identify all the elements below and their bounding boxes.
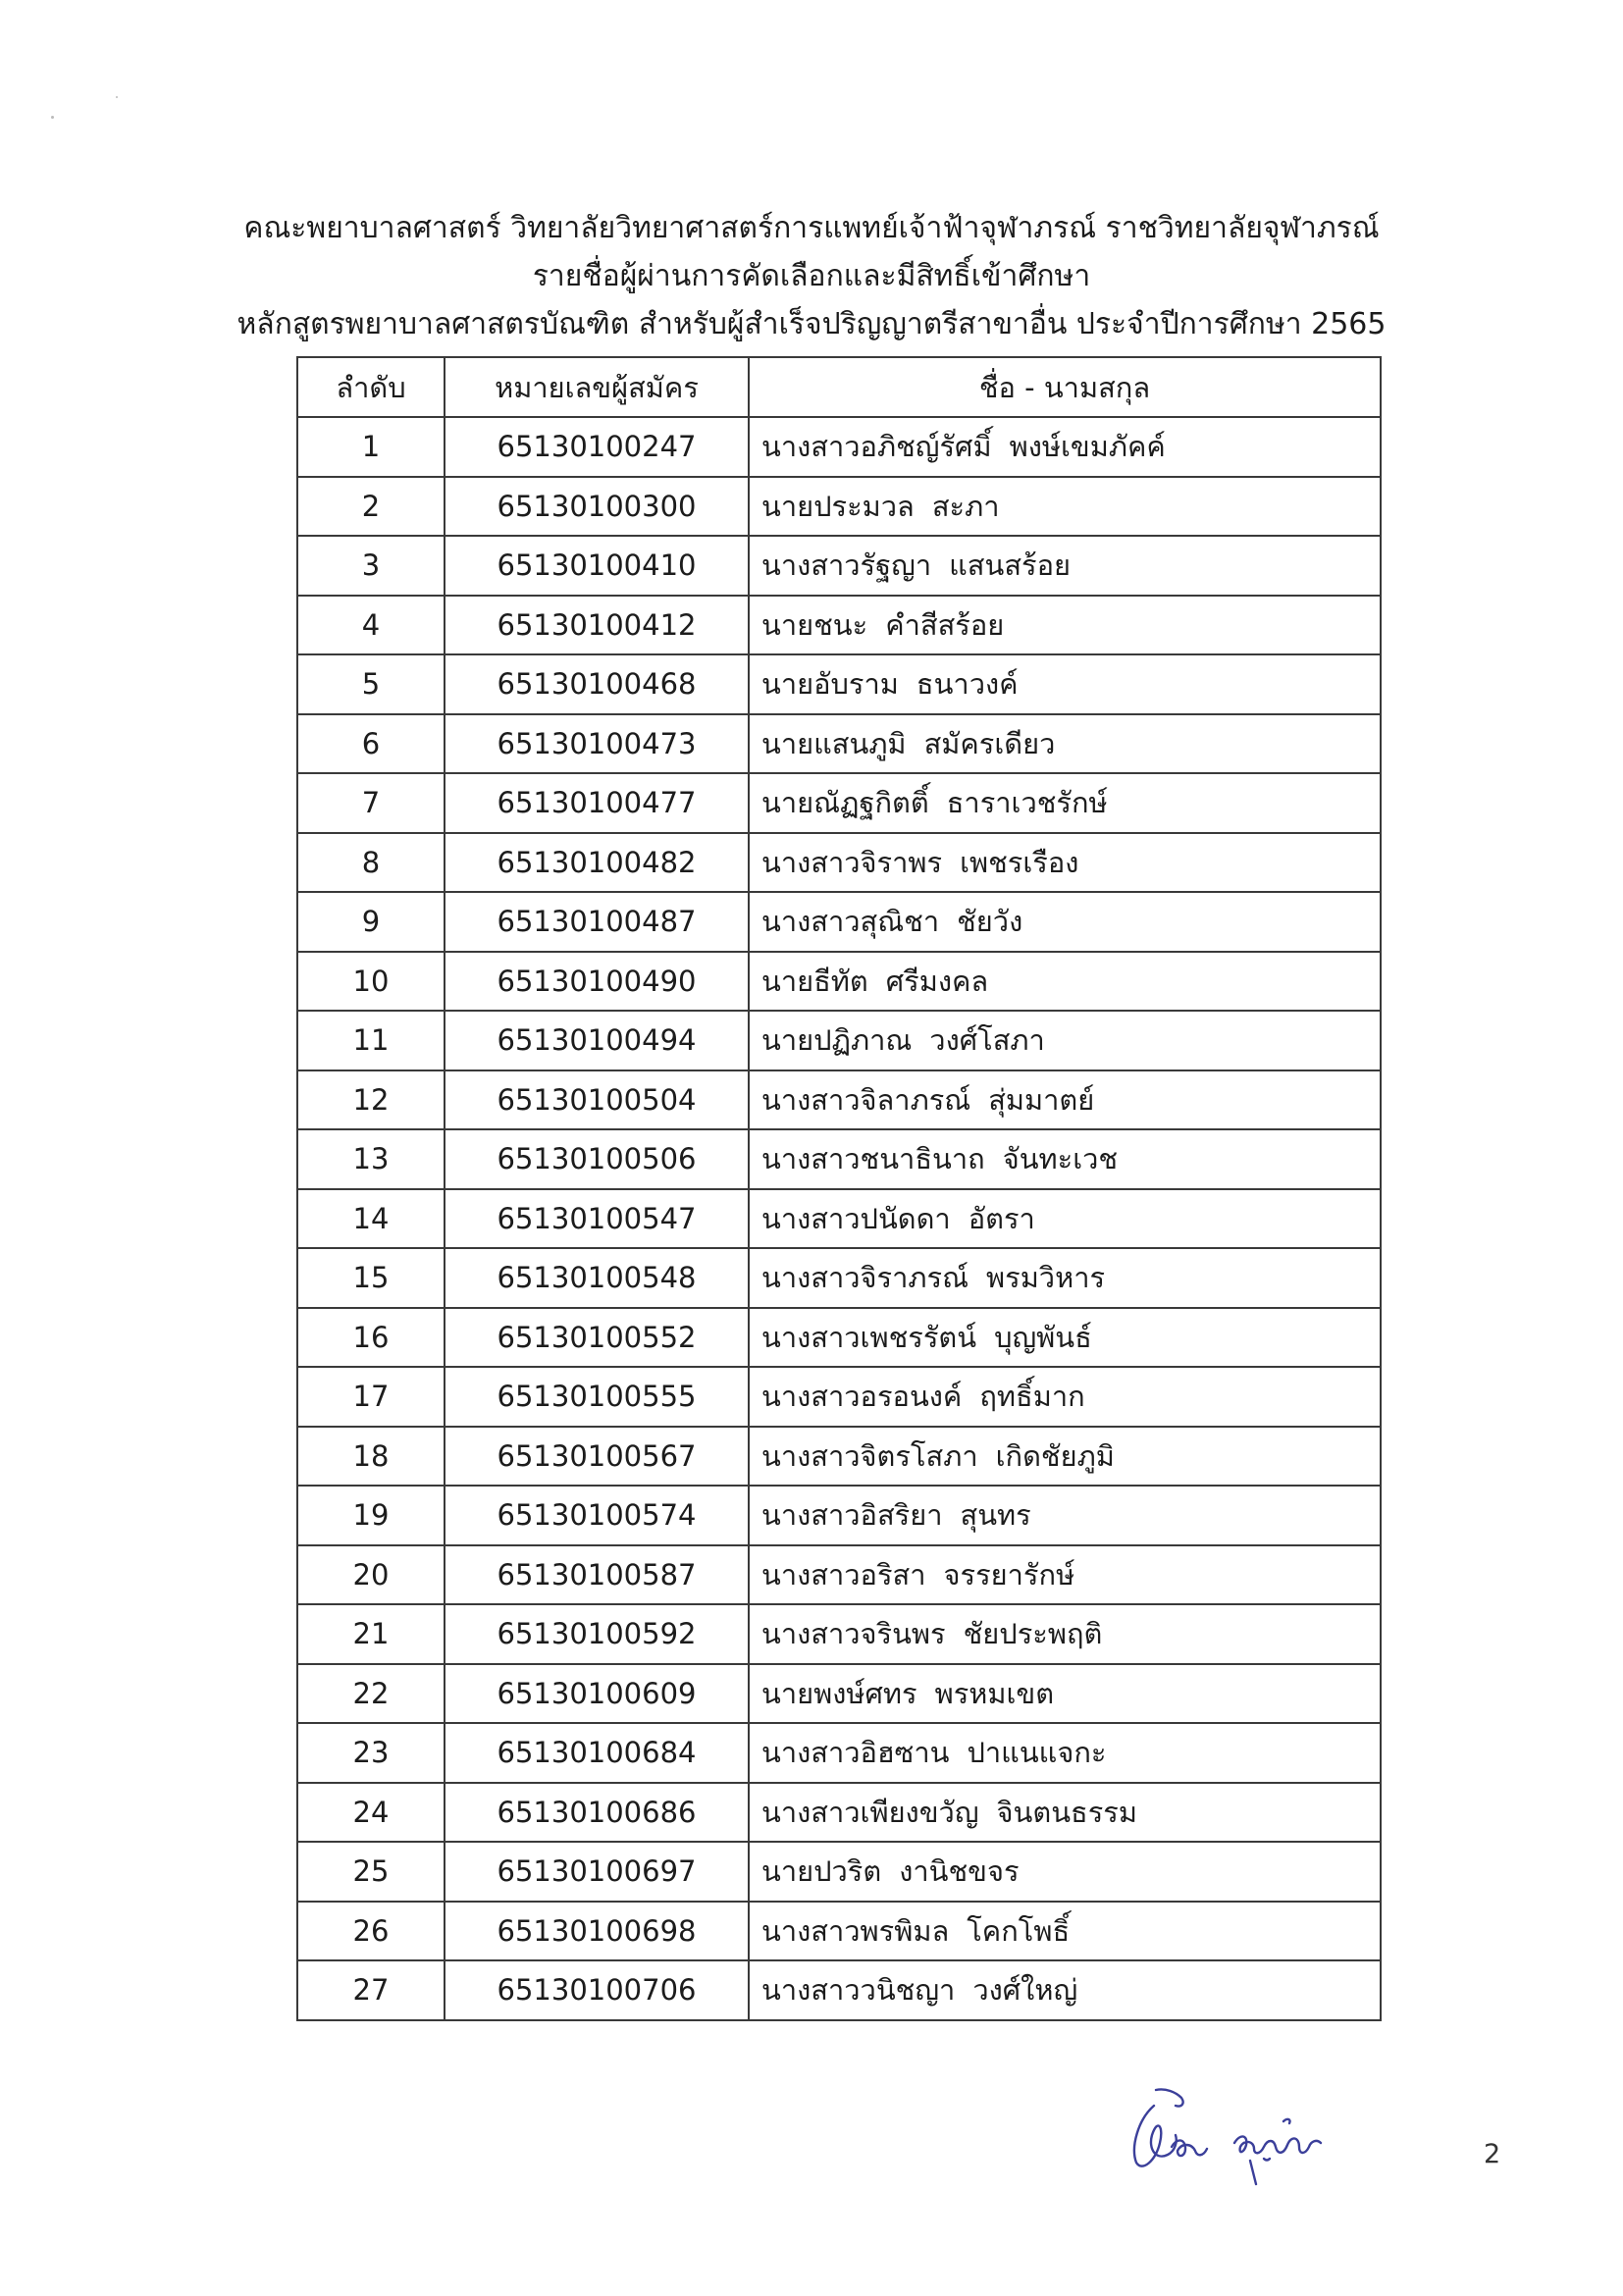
cell-applicant-id: 65130100706 [445, 1960, 749, 2020]
first-name: นางสาวอรอนงค์ [761, 1380, 963, 1414]
cell-applicant-id: 65130100477 [445, 773, 749, 833]
cell-applicant-id: 65130100567 [445, 1427, 749, 1487]
table-row [297, 714, 1381, 774]
first-name: นางสาวชนาธินาถ [761, 1142, 985, 1176]
table-row [297, 1486, 1381, 1545]
table-row [297, 1783, 1381, 1843]
cell-order-number: 1 [297, 417, 445, 477]
table-row [297, 536, 1381, 596]
cell-order-number: 16 [297, 1308, 445, 1368]
first-name: นางสาวอภิชญ์รัศมิ์ [761, 430, 992, 464]
table-row [297, 1308, 1381, 1368]
cell-order-number: 6 [297, 714, 445, 774]
cell-applicant-id: 65130100697 [445, 1842, 749, 1902]
first-name: นางสาวจิราภรณ์ [761, 1261, 969, 1295]
cell-full-name [749, 1129, 1381, 1189]
cell-order-number: 17 [297, 1367, 445, 1427]
last-name: พงษ์เขมภัคค์ [1009, 430, 1166, 464]
signature [1117, 2078, 1362, 2190]
table-row [297, 1902, 1381, 1961]
cell-order-number: 26 [297, 1902, 445, 1961]
last-name: พรมวิหาร [986, 1261, 1106, 1295]
first-name: นางสาวพรพิมล [761, 1913, 950, 1948]
cell-full-name [749, 1248, 1381, 1308]
table-row [297, 892, 1381, 952]
last-name: คำสีสร้อย [885, 607, 1005, 642]
cell-full-name [749, 596, 1381, 655]
cell-full-name [749, 1604, 1381, 1664]
cell-applicant-id: 65130100487 [445, 892, 749, 952]
cell-full-name [749, 654, 1381, 714]
cell-full-name [749, 1842, 1381, 1902]
last-name: จันทะเวช [1002, 1142, 1119, 1176]
column-header-order: ลำดับ [297, 357, 445, 417]
first-name: นางสาวรัฐญา [761, 548, 932, 583]
cell-order-number: 18 [297, 1427, 445, 1487]
table-row [297, 833, 1381, 893]
cell-applicant-id: 65130100574 [445, 1486, 749, 1545]
cell-applicant-id: 65130100300 [445, 477, 749, 537]
last-name: อัตรา [968, 1201, 1035, 1235]
table-row [297, 952, 1381, 1012]
cell-order-number: 21 [297, 1604, 445, 1664]
table-row [297, 1248, 1381, 1308]
cell-full-name [749, 1486, 1381, 1545]
table-row [297, 773, 1381, 833]
cell-order-number: 3 [297, 536, 445, 596]
cell-order-number: 24 [297, 1783, 445, 1843]
table-body [297, 417, 1381, 2020]
table-row [297, 477, 1381, 537]
cell-order-number: 22 [297, 1664, 445, 1724]
cell-full-name [749, 536, 1381, 596]
document-header [0, 204, 1623, 348]
last-name: สุนทร [960, 1498, 1031, 1533]
cell-full-name [749, 1960, 1381, 2020]
cell-order-number: 5 [297, 654, 445, 714]
first-name: นายณัฏฐกิตติ์ [761, 786, 929, 820]
table-row [297, 1189, 1381, 1249]
first-name: นางสาวอิฮซาน [761, 1736, 950, 1770]
last-name: บุญพันธ์ [994, 1320, 1092, 1354]
cell-order-number: 15 [297, 1248, 445, 1308]
cell-order-number: 23 [297, 1723, 445, 1783]
cell-applicant-id: 65130100547 [445, 1189, 749, 1249]
first-name: นายแสนภูมิ [761, 726, 907, 760]
cell-applicant-id: 65130100684 [445, 1723, 749, 1783]
cell-order-number: 19 [297, 1486, 445, 1545]
cell-order-number: 8 [297, 833, 445, 893]
cell-order-number: 25 [297, 1842, 445, 1902]
first-name: นายอับราม [761, 667, 899, 702]
last-name: เพชรเรือง [960, 845, 1079, 879]
last-name: งานิชขจร [899, 1854, 1020, 1889]
first-name: นางสาวเพียงขวัญ [761, 1795, 979, 1829]
first-name: นางสาวสุณิชา [761, 905, 940, 939]
first-name: นางสาวปนัดดา [761, 1201, 951, 1235]
cell-order-number: 12 [297, 1070, 445, 1130]
cell-full-name [749, 833, 1381, 893]
cell-order-number: 13 [297, 1129, 445, 1189]
first-name: นายปวริต [761, 1854, 882, 1889]
cell-order-number: 27 [297, 1960, 445, 2020]
table-row [297, 1604, 1381, 1664]
last-name: ชัยประพฤติ [963, 1617, 1103, 1651]
last-name: วงศ์โสภา [929, 1023, 1045, 1058]
last-name: ศรีมงคล [885, 964, 989, 998]
last-name: ชัยวัง [957, 905, 1023, 939]
table-row [297, 1070, 1381, 1130]
last-name: เกิดชัยภูมิ [995, 1438, 1115, 1473]
scan-speck [116, 96, 118, 98]
cell-order-number: 14 [297, 1189, 445, 1249]
last-name: สมัครเดียว [923, 726, 1056, 760]
cell-applicant-id: 65130100552 [445, 1308, 749, 1368]
cell-applicant-id: 65130100410 [445, 536, 749, 596]
cell-applicant-id: 65130100247 [445, 417, 749, 477]
first-name: นางสาวจิราพร [761, 845, 943, 879]
first-name: นางสาวอิสริยา [761, 1498, 943, 1533]
last-name: โคกโพธิ์ [967, 1913, 1071, 1948]
applicant-table [296, 356, 1382, 2021]
first-name: นางสาวอริสา [761, 1557, 926, 1592]
first-name: นายประมวล [761, 489, 915, 523]
first-name: นางสาววนิชญา [761, 1973, 956, 2008]
cell-applicant-id: 65130100609 [445, 1664, 749, 1724]
first-name: นางสาวจรินพร [761, 1617, 946, 1651]
first-name: นายพงษ์ศทร [761, 1676, 917, 1710]
cell-applicant-id: 65130100548 [445, 1248, 749, 1308]
cell-order-number: 9 [297, 892, 445, 952]
cell-applicant-id: 65130100473 [445, 714, 749, 774]
cell-applicant-id: 65130100504 [445, 1070, 749, 1130]
cell-full-name [749, 1011, 1381, 1070]
cell-order-number: 20 [297, 1545, 445, 1605]
cell-applicant-id: 65130100587 [445, 1545, 749, 1605]
first-name: นายชนะ [761, 607, 868, 642]
table-row [297, 596, 1381, 655]
cell-full-name [749, 952, 1381, 1012]
cell-full-name [749, 477, 1381, 537]
header-program: หลักสูตรพยาบาลศาสตรบัณฑิต สำหรับผู้สำเร็จปริญญาตรีสาขาอื่น ประจำปีการศึกษา 2565 [236, 307, 1387, 341]
table-row [297, 654, 1381, 714]
table-header-row [297, 357, 1381, 417]
first-name: นางสาวจิตรโสภา [761, 1438, 978, 1473]
cell-applicant-id: 65130100490 [445, 952, 749, 1012]
cell-full-name [749, 1070, 1381, 1130]
cell-full-name [749, 1902, 1381, 1961]
column-header-applicant-id: หมายเลขผู้สมัคร [445, 357, 749, 417]
page-number: 2 [1484, 2139, 1501, 2169]
cell-full-name [749, 1664, 1381, 1724]
header-list-title: รายชื่อผู้ผ่านการคัดเลือกและมีสิทธิ์เข้าศึกษา [532, 259, 1091, 293]
table-row [297, 1664, 1381, 1724]
column-header-full-name: ชื่อ - นามสกุล [749, 357, 1381, 417]
table-row [297, 1367, 1381, 1427]
cell-order-number: 7 [297, 773, 445, 833]
last-name: ปาแนแจกะ [967, 1736, 1107, 1770]
table-row [297, 1129, 1381, 1189]
cell-full-name [749, 892, 1381, 952]
cell-applicant-id: 65130100482 [445, 833, 749, 893]
cell-applicant-id: 65130100468 [445, 654, 749, 714]
table-row [297, 1842, 1381, 1902]
table-row [297, 1545, 1381, 1605]
cell-full-name [749, 1783, 1381, 1843]
first-name: นายปฏิภาณ [761, 1023, 913, 1058]
cell-full-name [749, 1545, 1381, 1605]
first-name: นายธีทัต [761, 964, 868, 998]
last-name: ธนาวงค์ [916, 667, 1019, 702]
table-row [297, 417, 1381, 477]
cell-full-name [749, 1427, 1381, 1487]
cell-applicant-id: 65130100555 [445, 1367, 749, 1427]
cell-applicant-id: 65130100686 [445, 1783, 749, 1843]
cell-order-number: 11 [297, 1011, 445, 1070]
last-name: สะภา [931, 489, 1000, 523]
table-row [297, 1427, 1381, 1487]
cell-full-name [749, 1189, 1381, 1249]
last-name: จรรยารักษ์ [943, 1557, 1075, 1592]
last-name: วงศ์ใหญ่ [972, 1973, 1078, 2008]
table-row [297, 1960, 1381, 2020]
table-row [297, 1723, 1381, 1783]
cell-full-name [749, 1308, 1381, 1368]
first-name: นางสาวจิลาภรณ์ [761, 1082, 971, 1117]
header-institution: คณะพยาบาลศาสตร์ วิทยาลัยวิทยาศาสตร์การแพทย์เจ้าฟ้าจุฬาภรณ์ ราชวิทยาลัยจุฬาภรณ์ [243, 211, 1380, 245]
cell-applicant-id: 65130100698 [445, 1902, 749, 1961]
last-name: จินตนธรรม [996, 1795, 1137, 1829]
cell-full-name [749, 773, 1381, 833]
cell-full-name [749, 417, 1381, 477]
cell-applicant-id: 65130100506 [445, 1129, 749, 1189]
first-name: นางสาวเพชรรัตน์ [761, 1320, 977, 1354]
signature-image [1117, 2078, 1362, 2186]
cell-order-number: 4 [297, 596, 445, 655]
last-name: สุ่มมาตย์ [988, 1082, 1095, 1117]
cell-applicant-id: 65130100412 [445, 596, 749, 655]
cell-full-name [749, 1723, 1381, 1783]
cell-order-number: 2 [297, 477, 445, 537]
cell-full-name [749, 714, 1381, 774]
table-row [297, 1011, 1381, 1070]
last-name: แสนสร้อย [949, 548, 1072, 583]
cell-order-number: 10 [297, 952, 445, 1012]
last-name: ธาราเวชรักษ์ [946, 786, 1108, 820]
scan-speck [51, 116, 54, 119]
last-name: ฤทธิ์มาก [979, 1380, 1085, 1414]
cell-full-name [749, 1367, 1381, 1427]
last-name: พรหมเขต [934, 1676, 1055, 1710]
cell-applicant-id: 65130100592 [445, 1604, 749, 1664]
cell-applicant-id: 65130100494 [445, 1011, 749, 1070]
